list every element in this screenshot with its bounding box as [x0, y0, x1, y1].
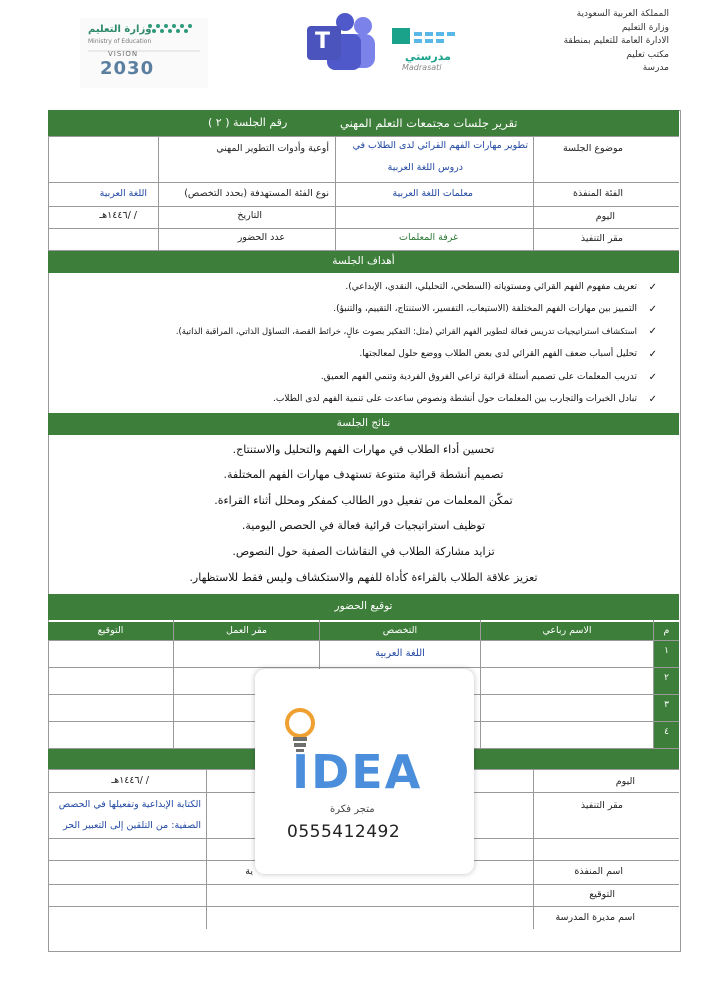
- madrasati-english: Madrasati: [402, 63, 442, 72]
- moe-logo-arabic: وزارة التعليم: [88, 24, 152, 35]
- check-icon: ✓: [648, 304, 657, 315]
- check-icon: ✓: [648, 282, 657, 293]
- topic-value-1: تطوير مهارات الفهم القرائي لدى الطلاب في: [352, 140, 528, 151]
- objective-item: تحليل أسباب ضعف الفهم القرائي لدى بعض الطلاب ووضع حلول لمعالجتها.: [359, 349, 637, 359]
- date-value: / /١٤٤٦هـ: [99, 210, 137, 221]
- session-number: رقم الجلسة ( ٢ ): [208, 116, 288, 129]
- moe-logo-english: Ministry of Education: [88, 38, 152, 45]
- col-header-workplace: مقر العمل: [174, 622, 319, 640]
- teams-logo: [305, 12, 377, 74]
- attendance-label: عدد الحضور: [237, 232, 285, 243]
- col-header-no: م: [654, 622, 679, 640]
- executing-group-label: الفئة المنفذة: [573, 188, 623, 199]
- next-date-value: / /١٤٤٦هـ: [111, 775, 149, 786]
- idea-phone: 0555412492: [287, 822, 401, 842]
- result-item: تعزيز علاقة الطلاب بالقراءة كأداة للفهم والاستكشاف وليس فقط للاستظهار.: [189, 571, 538, 584]
- executing-group-value: معلمات اللغة العربية: [392, 188, 473, 199]
- result-item: تصميم أنشطة قرائية متنوعة تستهدف مهارات الفهم المختلفة.: [223, 468, 504, 481]
- check-icon: ✓: [648, 349, 657, 360]
- next-day-label: اليوم: [615, 776, 635, 787]
- report-title: تقرير جلسات مجتمعات التعلم المهني: [340, 116, 518, 130]
- kingdom-line: المملكة العربية السعودية: [576, 9, 669, 19]
- results-heading: نتائج الجلسة: [336, 417, 391, 429]
- result-item: تحسين أداء الطلاب في مهارات الفهم والتحليل والاستنتاج.: [232, 443, 495, 456]
- objective-item: تدريب المعلمات على تصميم أسئلة قرائية تراعي الفروق الفردية وتنمي الفهم العميق.: [320, 372, 637, 382]
- place-value: غرفة المعلمات: [399, 232, 458, 243]
- day-label: اليوم: [595, 211, 615, 222]
- signature-label: التوقيع: [589, 889, 615, 900]
- check-icon: ✓: [648, 326, 657, 337]
- next-topic-value-1: الكتابة الإبداعية وتفعيلها في الحصص: [58, 799, 201, 810]
- objective-item: استكشاف استراتيجيات تدريس فعالة لتطوير الفهم القرائي (مثل: التفكير بصوت عالٍ، خرائط القصة، التساؤل الذاتي، المراقبة الذاتية).: [175, 326, 637, 336]
- idea-subtitle: متجر فكرة: [330, 804, 375, 815]
- objective-item: التمييز بين مهارات الفهم المختلفة (الاستيعاب، التفسير، الاستنتاج، التقييم، والتنبؤ).: [333, 304, 637, 314]
- kingdom-header: [564, 8, 669, 76]
- directorate-line: الادارة العامة للتعليم بمنطقة: [563, 36, 669, 46]
- vision-label: VISION: [108, 50, 139, 58]
- principal-name-label: اسم مديرة المدرسة: [555, 912, 635, 923]
- attendance-heading: توقيع الحضور: [334, 600, 393, 612]
- col-header-specialty: التخصص: [320, 622, 480, 640]
- next-topic-value-2: الصفية: من التلقين إلى التعبير الحر: [63, 820, 201, 831]
- school-line: مدرسة: [642, 63, 669, 73]
- row-number: ١: [664, 646, 669, 656]
- row-number: ٤: [664, 727, 669, 737]
- vision-year: 2030: [100, 58, 155, 79]
- result-item: تمكّن المعلمات من تفعيل دور الطالب كمفكر ومحلل أثناء القراءة.: [214, 494, 513, 507]
- tools-label: أوعية وأدوات التطوير المهني: [216, 143, 329, 154]
- next-place-label: مقر التنفيذ: [580, 800, 623, 811]
- col-header-name: الاسم رباعي: [481, 622, 653, 640]
- row-number: ٢: [664, 673, 669, 683]
- date-label: التاريخ: [237, 210, 262, 221]
- idea-brand-text: IDEA: [292, 745, 423, 799]
- executing-name-label: اسم المنفذة: [574, 866, 623, 877]
- madrasati-arabic: مدرستي: [405, 50, 451, 63]
- idea-brand: [292, 745, 422, 799]
- check-icon: ✓: [648, 372, 657, 383]
- target-group-label: نوع الفئة المستهدفة (بحدد التخصص): [184, 188, 329, 199]
- objectives-heading: أهداف الجلسة: [332, 255, 395, 267]
- objective-item: تعريف مفهوم الفهم القرائي ومستوياته (السطحي، التحليلي، النقدي، الإبداعي).: [345, 282, 637, 292]
- ministry-line: وزارة التعليم: [621, 22, 669, 33]
- result-item: توظيف استراتيجيات قرائية فعالة في الحصص اليومية.: [241, 519, 486, 532]
- target-group-value: اللغة العربية: [99, 188, 147, 199]
- topic-value-2: دروس اللغة العربية: [387, 162, 463, 173]
- office-line: مكتب تعليم: [626, 49, 669, 60]
- col-header-signature: التوقيع: [48, 622, 173, 640]
- objective-item: تبادل الخبرات والتجارب بين المعلمات حول أنشطة ونصوص ساعدت على تنمية الفهم لدى الطلاب.: [273, 394, 637, 404]
- partial-text: ية: [245, 866, 253, 877]
- row-specialty: اللغة العربية: [375, 648, 425, 659]
- result-item: تزايد مشاركة الطلاب في النقاشات الصفية حول النصوص.: [232, 545, 495, 558]
- row-number: ٣: [664, 700, 669, 710]
- check-icon: ✓: [648, 394, 657, 405]
- place-label: مقر التنفيذ: [580, 233, 623, 244]
- teams-letter: T: [315, 29, 331, 54]
- topic-label: موضوع الجلسة: [562, 143, 623, 154]
